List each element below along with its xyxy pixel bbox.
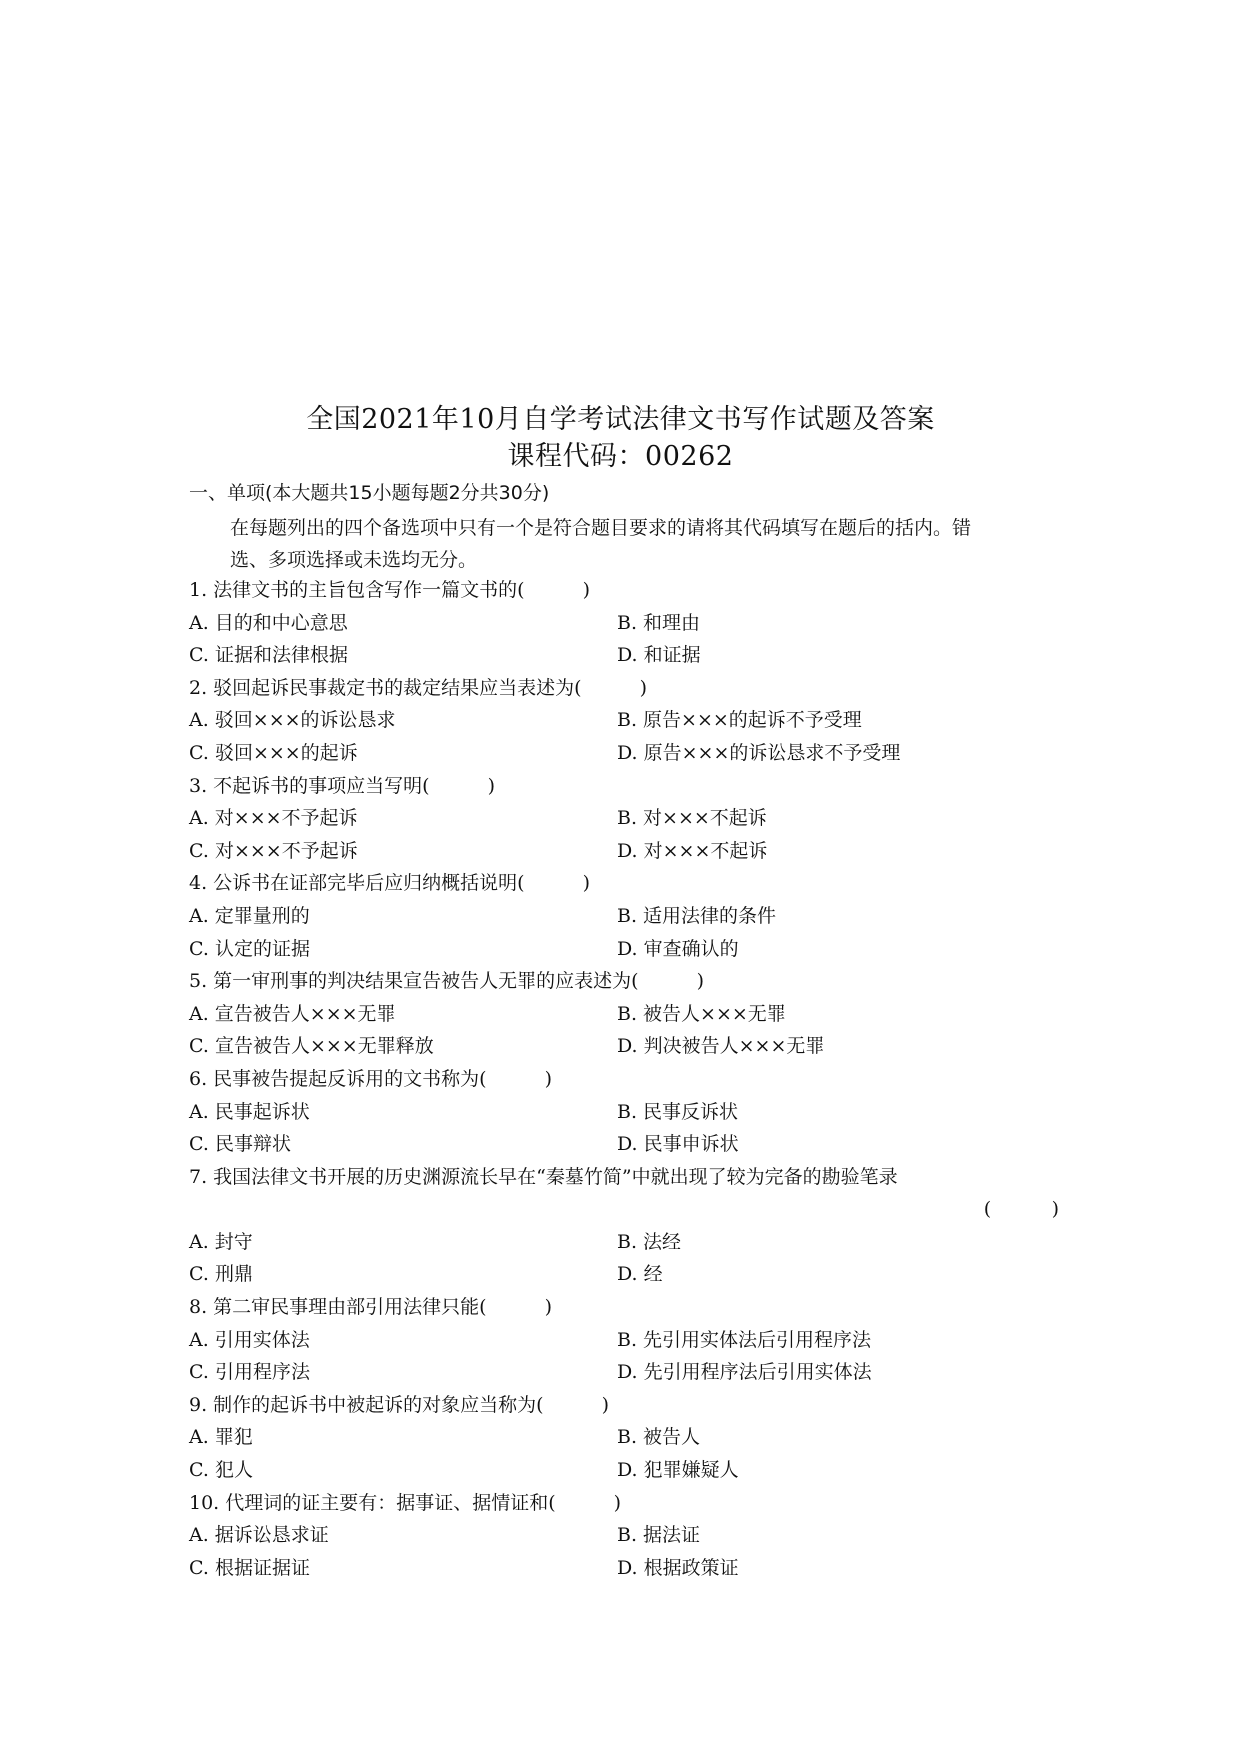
question-close-paren: ( ) xyxy=(983,1198,1059,1221)
option-c: C. 引用程序法 xyxy=(189,1361,310,1384)
options-row xyxy=(189,639,1059,672)
option-d: D. 判决被告人×××无罪 xyxy=(617,1035,825,1058)
option-a: A. 对×××不予起诉 xyxy=(189,807,358,830)
options-row xyxy=(189,1096,1059,1129)
options-row xyxy=(189,1324,1059,1357)
question-stem xyxy=(189,867,1059,900)
option-d: D. 原告×××的诉讼恳求不予受理 xyxy=(617,741,901,764)
option-d: D. 先引用程序法后引用实体法 xyxy=(617,1361,872,1384)
options-row xyxy=(189,1128,1059,1161)
instructions-line-1: 在每题列出的四个备选项中只有一个是符合题目要求的请将其代码填写在题后的括内。错 xyxy=(230,517,972,539)
question-text: 3. 不起诉书的事项应当写明( xyxy=(189,774,430,797)
option-c: C. 驳回×××的起诉 xyxy=(189,741,358,764)
document-title: 全国2021年10月自学考试法律文书写作试题及答案 xyxy=(306,404,935,435)
question-stem xyxy=(189,1291,1059,1324)
option-c: C. 证据和法律根据 xyxy=(189,644,348,667)
section-heading: 一、单项(本大题共15小题每题2分共30分) xyxy=(189,482,550,504)
question-stem xyxy=(189,1487,1059,1520)
question-stem xyxy=(189,1161,1059,1194)
question-text: 4. 公诉书在证部完毕后应归纳概括说明( xyxy=(189,872,525,895)
option-c: C. 刑鼎 xyxy=(189,1263,253,1286)
options-row xyxy=(189,933,1059,966)
question-close-paren: ) xyxy=(613,1491,622,1514)
answer-paren-line xyxy=(189,1193,1059,1226)
option-d: D. 根据政策证 xyxy=(617,1556,739,1579)
option-b: B. 先引用实体法后引用程序法 xyxy=(617,1328,872,1351)
option-d: D. 民事申诉状 xyxy=(617,1133,739,1156)
option-c: C. 对×××不予起诉 xyxy=(189,839,358,862)
options-row xyxy=(189,802,1059,835)
option-d: D. 犯罪嫌疑人 xyxy=(617,1459,739,1482)
question-close-paren: ) xyxy=(639,676,648,699)
option-b: B. 和理由 xyxy=(617,611,701,634)
instructions-line-2: 选、多项选择或未选均无分。 xyxy=(230,549,478,571)
options-row xyxy=(189,835,1059,868)
option-b: B. 适用法律的条件 xyxy=(617,904,777,927)
option-d: D. 审查确认的 xyxy=(617,937,739,960)
option-a: A. 驳回×××的诉讼恳求 xyxy=(189,709,396,732)
question-text: 10. 代理词的证主要有：据事证、据情证和( xyxy=(189,1491,556,1514)
question-text: 1. 法律文书的主旨包含写作一篇文书的( xyxy=(189,579,525,601)
option-a: A. 民事起诉状 xyxy=(189,1100,310,1123)
question-stem xyxy=(189,1389,1059,1422)
option-a: A. 罪犯 xyxy=(189,1426,253,1449)
option-a: A. 引用实体法 xyxy=(189,1328,310,1351)
options-row xyxy=(189,1421,1059,1454)
options-row xyxy=(189,1552,1059,1585)
option-c: C. 根据证据证 xyxy=(189,1556,310,1579)
question-text: 5. 第一审刑事的判决结果宣告被告人无罪的应表述为( xyxy=(189,970,639,993)
question-close-paren: ) xyxy=(544,1296,553,1319)
question-text: 9. 制作的起诉书中被起诉的对象应当称为( xyxy=(189,1393,544,1416)
options-row xyxy=(189,1258,1059,1291)
question-stem xyxy=(189,770,1059,803)
question-text: 6. 民事被告提起反诉用的文书称为( xyxy=(189,1067,487,1090)
option-a: A. 封守 xyxy=(189,1230,253,1253)
question-close-paren: ) xyxy=(544,1067,553,1090)
options-row xyxy=(189,607,1059,640)
options-row xyxy=(189,900,1059,933)
option-d: D. 和证据 xyxy=(617,644,701,667)
question-stem xyxy=(189,672,1059,705)
option-d: D. 对×××不起诉 xyxy=(617,839,768,862)
option-a: A. 目的和中心意思 xyxy=(189,611,348,634)
question-close-paren: ) xyxy=(601,1393,610,1416)
question-close-paren: ) xyxy=(582,579,591,601)
question-stem xyxy=(189,965,1059,998)
question-close-paren: ) xyxy=(582,872,591,895)
options-row xyxy=(189,1226,1059,1259)
options-row xyxy=(189,998,1059,1031)
option-b: B. 据法证 xyxy=(617,1524,701,1547)
option-a: A. 据诉讼恳求证 xyxy=(189,1524,329,1547)
course-code: 课程代码：00262 xyxy=(507,441,734,472)
question-close-paren: ) xyxy=(696,970,705,993)
option-c: C. 民事辩状 xyxy=(189,1133,291,1156)
options-row xyxy=(189,1454,1059,1487)
question-text: 8. 第二审民事理由部引用法律只能( xyxy=(189,1296,487,1319)
options-row xyxy=(189,1030,1059,1063)
option-b: B. 被告人×××无罪 xyxy=(617,1002,786,1025)
option-a: A. 宣告被告人×××无罪 xyxy=(189,1002,396,1025)
question-close-paren: ) xyxy=(487,774,496,797)
option-b: B. 民事反诉状 xyxy=(617,1100,739,1123)
option-c: C. 犯人 xyxy=(189,1459,253,1482)
option-b: B. 原告×××的起诉不予受理 xyxy=(617,709,862,732)
question-stem xyxy=(189,1063,1059,1096)
options-row xyxy=(189,737,1059,770)
options-row xyxy=(189,1519,1059,1552)
option-a: A. 定罪量刑的 xyxy=(189,904,310,927)
question-list xyxy=(189,574,1059,1584)
instructions xyxy=(230,512,1060,576)
option-d: D. 经 xyxy=(617,1263,663,1286)
option-b: B. 被告人 xyxy=(617,1426,701,1449)
option-c: C. 认定的证据 xyxy=(189,937,310,960)
options-row xyxy=(189,1356,1059,1389)
question-stem xyxy=(189,574,1059,607)
option-c: C. 宣告被告人×××无罪释放 xyxy=(189,1035,434,1058)
question-text: 2. 驳回起诉民事裁定书的裁定结果应当表述为( xyxy=(189,676,582,699)
options-row xyxy=(189,704,1059,737)
option-b: B. 法经 xyxy=(617,1230,682,1253)
question-text: 7. 我国法律文书开展的历史渊源流长早在“秦墓竹简”中就出现了较为完备的勘验笔录 xyxy=(189,1165,898,1188)
option-b: B. 对×××不起诉 xyxy=(617,807,767,830)
